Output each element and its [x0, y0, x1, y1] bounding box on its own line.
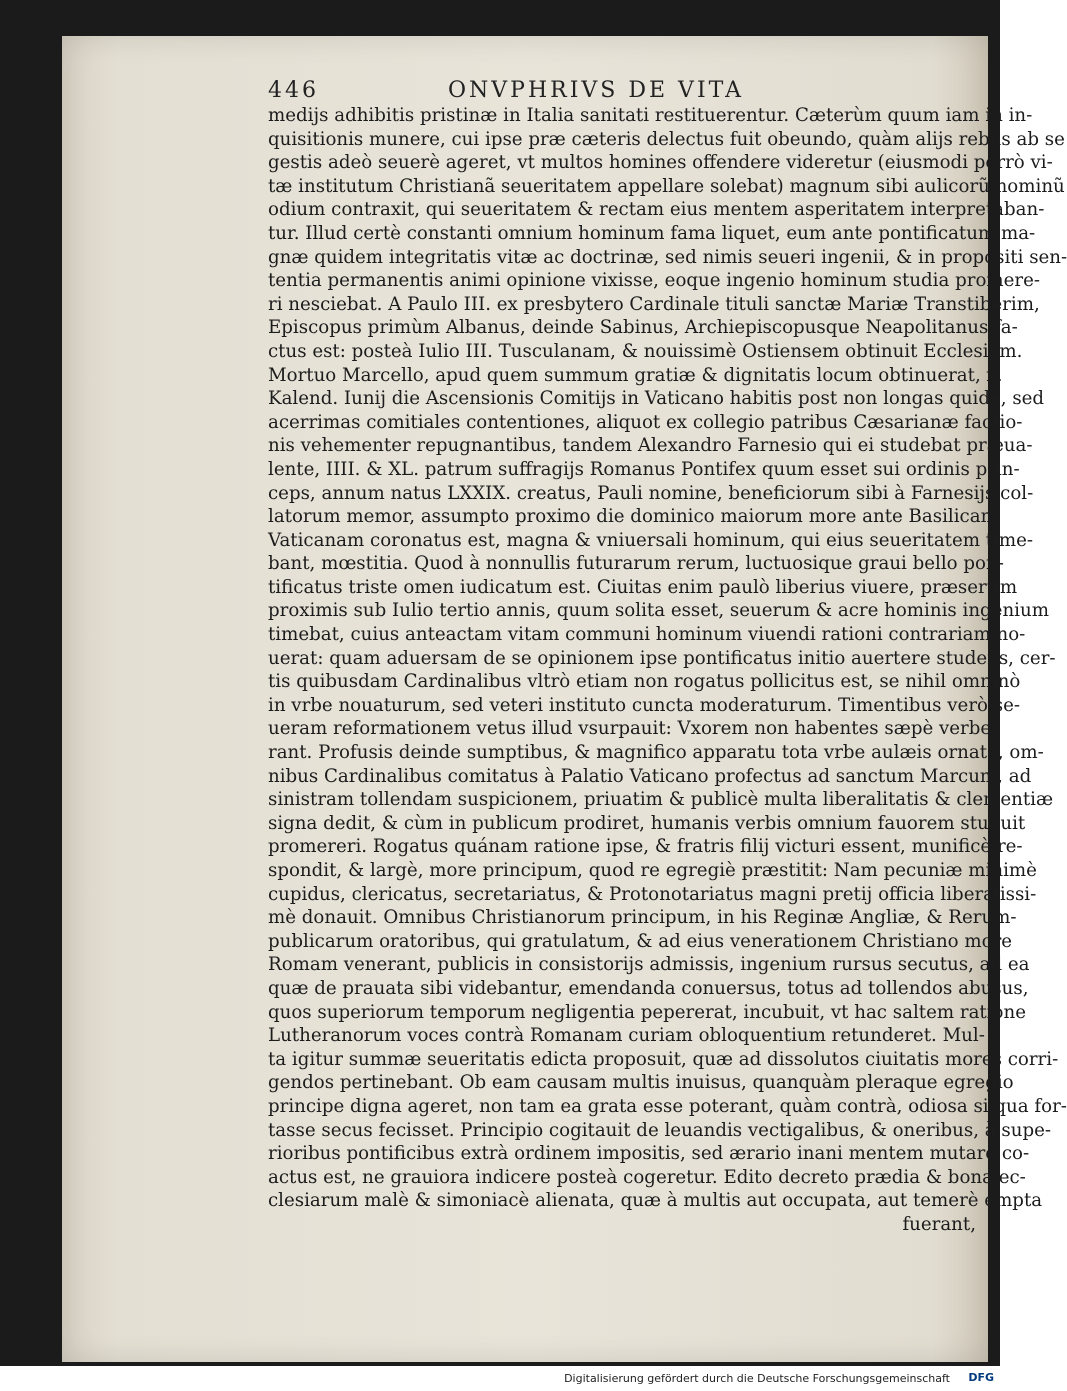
- running-title: ONVPHRIVS DE VITA: [448, 78, 744, 103]
- text-line: cupidus, clericatus, secretariatus, & Protonotariatus magni pretij officia liberalissi-: [268, 883, 1037, 905]
- text-line: gnæ quidem integritatis vitæ ac doctrinæ, sed nimis seueri ingenii, & in propositi sen-: [268, 246, 1067, 268]
- text-line: Episcopus primùm Albanus, deinde Sabinus, Archiepiscopusque Neapolitanus fa-: [268, 317, 1018, 339]
- text-line: proximis sub Iulio tertio annis, quum solita esset, seuerum & acre hominis ingenium: [268, 600, 1049, 622]
- text-line: tificatus triste omen iudicatum est. Ciuitas enim paulò liberius viuere, præsertim: [268, 576, 1018, 598]
- text-line: tæ institutum Christianã seueritatem appellare solebat) magnum sibi aulicorũ hominũ: [268, 175, 1065, 197]
- text-line: ueram reformationem vetus illud vsurpauit: Vxorem non habentes sæpè verbe-: [268, 718, 998, 740]
- text-line: bant, mœstitia. Quod à nonnullis futurarum rerum, luctuosique graui bello pon-: [268, 553, 1004, 575]
- text-line: latorum memor, assumpto proximo die dominico maiorum more ante Basilicam: [268, 506, 998, 528]
- text-line: odium contraxit, qui seueritatem & rectam eius mentem asperitatem interpretaban-: [268, 199, 1045, 221]
- text-line: timebat, cuius anteactam vitam communi hominum viuendi rationi contrariam no-: [268, 624, 1026, 646]
- text-line: Mortuo Marcello, apud quem summum gratiæ & dignitatis locum obtinuerat, x.: [268, 364, 1003, 386]
- text-line: nibus Cardinalibus comitatus à Palatio Vaticano profectus ad sanctum Marcum, ad: [268, 765, 1032, 787]
- text-line: Lutheranorum voces contrà Romanam curiam obloquentium retunderet. Mul-: [268, 1025, 985, 1047]
- text-line: Vaticanam coronatus est, magna & vniuersali hominum, qui eius seueritatem time-: [268, 529, 1034, 551]
- text-line: lente, IIII. & XL. patrum suffragijs Romanus Pontifex quum esset sui ordinis prin-: [268, 458, 1020, 480]
- text-line: ri nesciebat. A Paulo III. ex presbytero Cardinale tituli sanctæ Mariæ Transtiberim,: [268, 293, 1040, 315]
- text-line: tur. Illud certè constanti omnium hominum fama liquet, eum ante pontificatum ma-: [268, 222, 1036, 244]
- text-line: publicarum oratoribus, qui gratulatum, & ad eius venerationem Christiano more: [268, 930, 1013, 952]
- text-line: ceps, annum natus LXXIX. creatus, Pauli nomine, beneficiorum sibi à Farnesijs col-: [268, 482, 1034, 504]
- text-line: rant. Profusis deinde sumptibus, & magnifico apparatu tota vrbe aulæis ornata, om-: [268, 742, 1044, 764]
- text-line: gendos pertinebant. Ob eam causam multis inuisus, quanquàm pleraque egregio: [268, 1072, 1014, 1094]
- text-line: principe digna ageret, non tam ea grata esse poterant, quàm contrà, odiosa si qua for-: [268, 1095, 1067, 1117]
- text-line: ta igitur summæ seueritatis edicta proposuit, quæ ad dissolutos ciuitatis mores corri-: [268, 1048, 1059, 1070]
- text-line: quæ de prauata sibi videbantur, emendanda conuersus, totus ad tollendos abusus,: [268, 977, 1029, 999]
- text-line: uerat: quam aduersam de se opinionem ipse pontificatus initio auertere studens, cer-: [268, 647, 1056, 669]
- text-line: tentia permanentis animi opinione vixisse, eoque ingenio hominum studia promere-: [268, 270, 1041, 292]
- text-line: fuerant,: [902, 1213, 976, 1235]
- text-line: nis vehementer repugnantibus, tandem Alexandro Farnesio qui ei studebat præua-: [268, 435, 1033, 457]
- text-line: promereri. Rogatus quánam ratione ipse, & fratris filij victuri essent, munificè re-: [268, 836, 1023, 858]
- text-line: Kalend. Iunij die Ascensionis Comitijs in Vaticano habitis post non longas quidé, sed: [268, 388, 1045, 410]
- text-line: rioribus pontificibus extrà ordinem impositis, sed ærario inani mentem mutare co-: [268, 1143, 1030, 1165]
- text-line: ctus est: posteà Iulio III. Tusculanam, & nouissimè Ostiensem obtinuit Ecclesiam.: [268, 340, 1023, 362]
- text-line: tis quibusdam Cardinalibus vltrò etiam non rogatus pollicitus est, se nihil omninò: [268, 671, 1021, 693]
- text-line: actus est, ne grauiora indicere posteà cogeretur. Edito decreto prædia & bona ec-: [268, 1166, 1026, 1188]
- funding-credit: Digitalisierung gefördert durch die Deutsche Forschungsgemeinschaft: [564, 1372, 950, 1385]
- text-line: sinistram tollendam suspicionem, priuatim & publicè multa liberalitatis & clementiæ: [268, 789, 1054, 811]
- text-line: quos superiorum temporum negligentia pepererat, incubuit, vt hac saltem ratione: [268, 1001, 1026, 1023]
- dfg-logo-icon: DFG: [968, 1371, 994, 1384]
- text-line: medijs adhibitis pristinæ in Italia sanitati restituerentur. Cæterùm quum iam in in-: [268, 105, 1033, 126]
- text-line: acerrimas comitiales contentiones, aliquot ex collegio patribus Cæsarianæ factio-: [268, 411, 1023, 433]
- text-line: signa dedit, & cùm in publicum prodiret, humanis verbis omnium fauorem studuit: [268, 812, 1026, 834]
- text-line: spondit, & largè, more principum, quod re egregiè præstitit: Nam pecuniæ minimè: [268, 860, 1037, 881]
- text-line: clesiarum malè & simoniacè alienata, quæ à multis aut occupata, aut temerè empta: [268, 1190, 1043, 1212]
- text-line: quisitionis munere, cui ipse præ cæteris delectus fuit obeundo, quàm alijs rebus ab se: [268, 128, 1065, 150]
- text-line: Romam venerant, publicis in consistorijs admissis, ingenium rursus secutus, ad ea: [268, 954, 1030, 976]
- body-text: [268, 104, 1067, 1237]
- text-line: tasse secus fecisset. Principio cogitauit de leuandis vectigalibus, & oneribus, à supe-: [268, 1119, 1052, 1141]
- text-line: mè donauit. Omnibus Christianorum principum, in his Reginæ Angliæ, & Rerum-: [268, 907, 1017, 929]
- text-line: gestis adeò seuerè ageret, vt multos homines offendere videretur (eiusmodi porrò vi-: [268, 152, 1053, 174]
- footer-bar: [0, 1366, 1000, 1391]
- page-number: 446: [268, 78, 319, 103]
- text-line: in vrbe nouaturum, sed veteri instituto cuncta moderaturum. Timentibus verò se-: [268, 694, 1020, 716]
